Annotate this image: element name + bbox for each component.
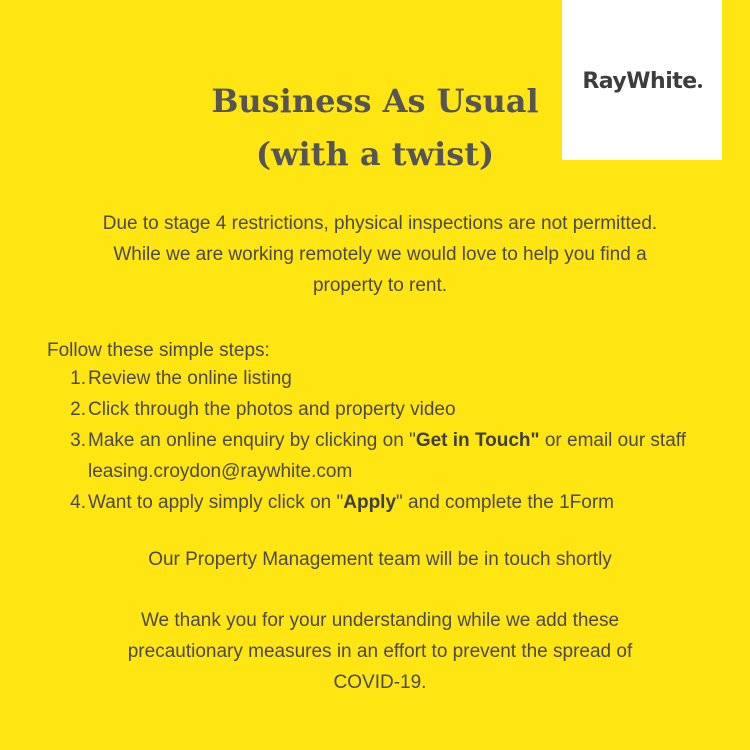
list-item <box>60 363 740 394</box>
logo-text: RayWhite <box>582 68 697 94</box>
step-text-post: " and complete the 1Form <box>396 492 614 513</box>
team-note: Our Property Management team will be in touch shortly <box>148 549 612 570</box>
step-number: 3. <box>70 430 86 451</box>
raywhite-logo <box>582 69 701 94</box>
step-text <box>88 487 740 518</box>
intro-paragraph <box>40 208 720 301</box>
thanks-line-1: We thank you for your understanding while we add these <box>140 610 620 631</box>
title-line-1: Business As Usual <box>211 82 539 120</box>
step-text <box>88 425 740 487</box>
get-in-touch-label: Get in Touch" <box>415 430 540 451</box>
step-number: 2. <box>70 399 86 420</box>
step-text: Click through the photos and property video <box>88 399 456 420</box>
step-number: 1. <box>70 368 86 389</box>
title-line-2: (with a twist) <box>255 135 495 173</box>
list-item <box>60 425 740 487</box>
logo-dot-icon <box>698 84 702 88</box>
intro-line-3: property to rent. <box>312 275 448 296</box>
step-text-pre: Make an online enquiry by clicking on " <box>88 430 416 451</box>
steps-list <box>60 363 740 518</box>
thanks-line-3: COVID-19. <box>333 672 427 693</box>
intro-line-2: While we are working remotely we would love to help you find a <box>113 244 647 265</box>
thanks-paragraph <box>60 605 700 698</box>
step-text-pre: Want to apply simply click on " <box>88 492 344 513</box>
intro-line-1: Due to stage 4 restrictions, physical inspections are not permitted. <box>102 213 658 234</box>
thanks-line-2: precautionary measures in an effort to prevent the spread of <box>127 641 633 662</box>
list-item <box>60 394 740 425</box>
step-text: Review the online listing <box>88 368 292 389</box>
step-number: 4. <box>70 492 86 513</box>
step-text-post: or email our staff leasing.croydon@raywhite.com <box>88 430 686 482</box>
steps-heading: Follow these simple steps: <box>47 340 270 361</box>
list-item <box>60 487 740 518</box>
apply-label: Apply <box>343 492 397 513</box>
